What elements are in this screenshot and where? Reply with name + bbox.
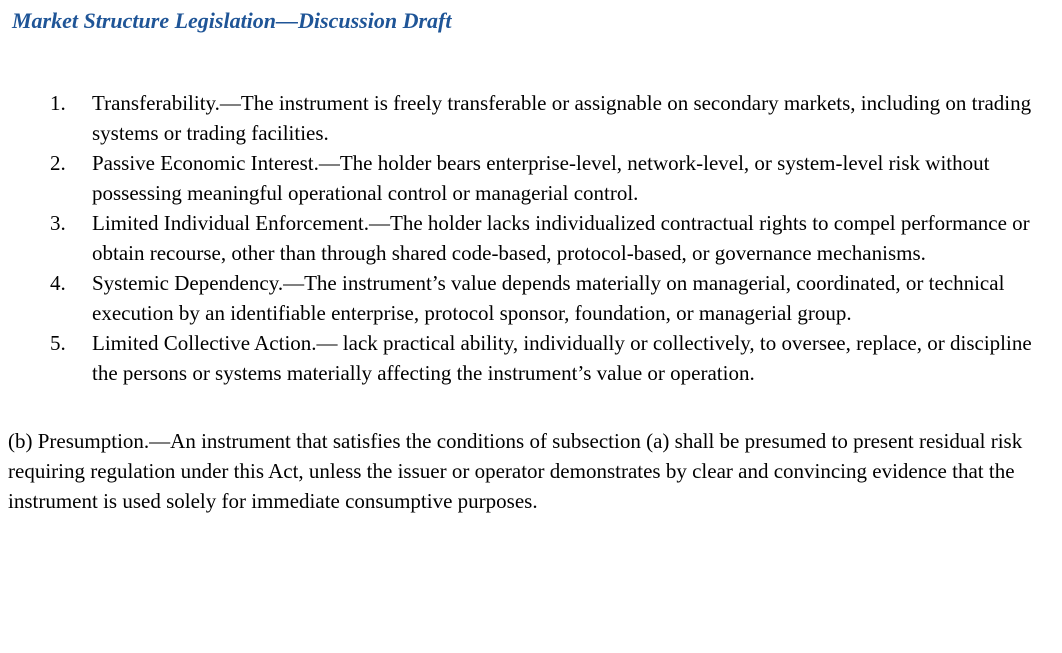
list-item-number: 4.: [50, 271, 66, 295]
list-item-number: 1.: [50, 91, 66, 115]
paragraph-b: (b) Presumption.—An instrument that satisfies the conditions of subsection (a) shall be presumed to present residual risk requiring regulation under this Act, unless the issuer or operator demonstrates by clear and convincing evidence that the instrument is used solely for immediate consumptive purposes.: [8, 429, 1023, 513]
list-item: [50, 208, 1054, 268]
list-item-text: Systemic Dependency.—The instrument’s value depends materially on managerial, coordinated, or technical execution by an identifiable enterprise, protocol sponsor, foundation, or managerial group.: [92, 271, 1005, 325]
list-item-text: Limited Individual Enforcement.—The holder lacks individualized contractual rights to compel performance or obtain recourse, other than through shared code-based, protocol-based, or governance mechanisms.: [92, 211, 1030, 265]
list-item-text: Transferability.—The instrument is freely transferable or assignable on secondary markets, including on trading systems or trading facilities.: [92, 91, 1032, 145]
list-item-number: 3.: [50, 211, 66, 235]
list-item-text: Limited Collective Action.— lack practical ability, individually or collectively, to oversee, replace, or discipline the persons or systems materially affecting the instrument’s value or operation.: [92, 331, 1032, 385]
list-item: [50, 88, 1054, 148]
document-title: Market Structure Legislation—Discussion Draft: [12, 8, 452, 33]
list-item-number: 5.: [50, 331, 66, 355]
list-item-number: 2.: [50, 151, 66, 175]
criteria-list: [8, 88, 1054, 388]
list-item-text: Passive Economic Interest.—The holder bears enterprise-level, network-level, or system-level risk without possessing meaningful operational control or managerial control.: [92, 151, 990, 205]
list-item: [50, 268, 1054, 328]
list-item: [50, 148, 1054, 208]
list-item: [50, 328, 1054, 388]
